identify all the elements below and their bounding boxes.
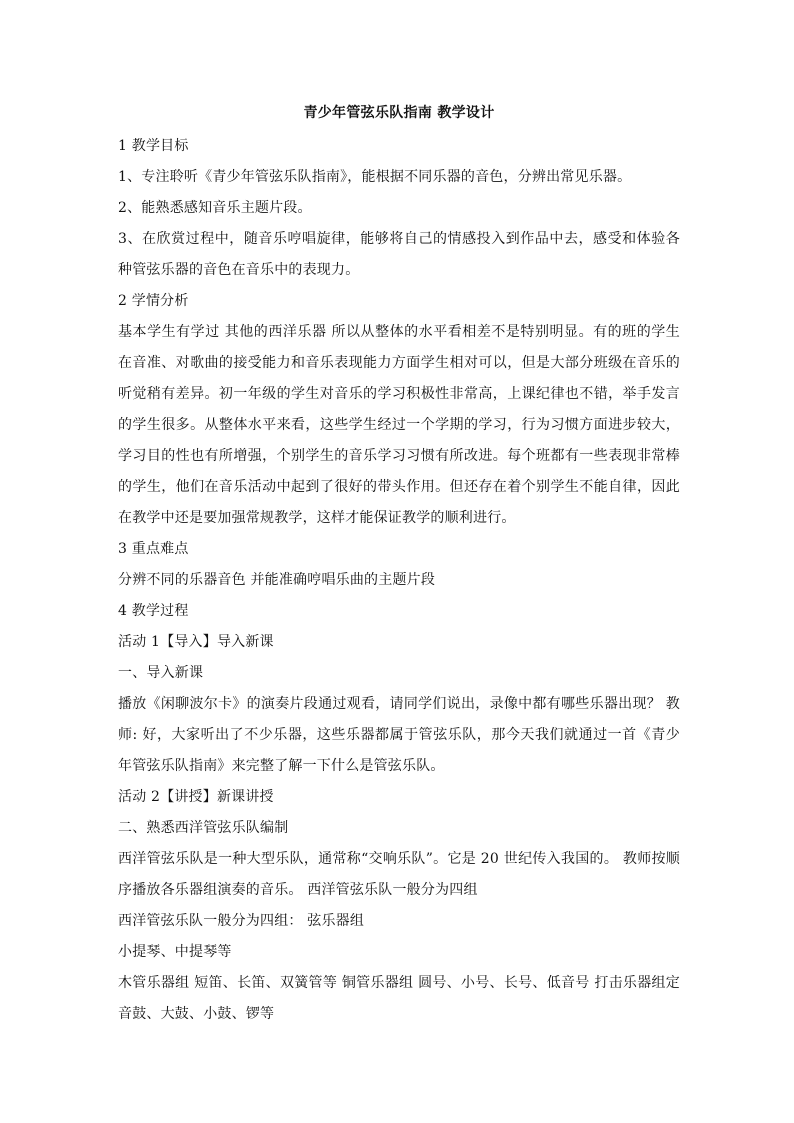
document-body (118, 101, 680, 1030)
goal-item-1: 1、专注聆听《青少年管弦乐队指南》，能根据不同乐器的音色，分辨出常见乐器。 (118, 169, 632, 185)
student-analysis-text: 基本学生有学过 其他的西洋乐器 所以从整体的水平看相差不是特别明显。有的班的学生在音准、对歌曲的接受能力和音乐表现能力方面学生相对可以，但是大部分班级在音乐的听觉稍有差异。初一年级的学生对音乐的学习积极性非常高，上课纪律也不错，举手发言的学生很多。从整体水平来看，这些学生经过一个学期的学习，行为习惯方面进步较大，学习目的性也有所增强，个别学生的音乐学习习惯有所改进。每个班都有一些表现非常棒的学生，他们在音乐活动中起到了很好的带头作用。但还存在着个别学生不能自律，因此在教学中还是要加强常规教学，这样才能保证教学的顺利进行。 (118, 324, 680, 526)
section-heading-student-analysis: 2 学情分析 (118, 293, 189, 309)
orchestra-groups-text: 西洋管弦乐队一般分为四组： 弦乐器组 (118, 913, 365, 929)
section-heading-teaching-goals: 1 教学目标 (118, 138, 189, 154)
goal-item-3: 3、在欣赏过程中，随音乐哼唱旋律，能够将自己的情感投入到作品中去，感受和体验各种管弦乐器的音色在音乐中的表现力。 (118, 231, 680, 278)
activity-1-heading: 活动 1【导入】导入新课 (118, 634, 274, 650)
section-heading-teaching-process: 4 教学过程 (118, 603, 189, 619)
key-points-text: 分辨不同的乐器音色 并能准确哼唱乐曲的主题片段 (118, 572, 436, 588)
string-instruments-text: 小提琴、中提琴等 (118, 944, 232, 960)
orchestra-intro-text: 西洋管弦乐队是一种大型乐队，通常称“交响乐队”。它是 20 世纪传入我国的。 教师按顺序播放各乐器组演奏的音乐。 西洋管弦乐队一般分为四组 (118, 851, 680, 898)
subsection-heading-introduction: 一、导入新课 (118, 665, 204, 681)
section-heading-key-points: 3 重点难点 (118, 541, 189, 557)
introduction-text: 播放《闲聊波尔卡》的演奏片段通过观看，请同学们说出，录像中都有哪些乐器出现？ 教师: 好，大家听出了不少乐器，这些乐器都属于管弦乐队，那今天我们就通过一首《青少年管弦乐队指南》来完整了解一下什么是管弦乐队。 (118, 696, 680, 774)
goal-item-2: 2、能熟悉感知音乐主题片段。 (118, 200, 312, 216)
other-instrument-groups-text: 木管乐器组 短笛、长笛、双簧管等 铜管乐器组 圆号、小号、长号、低音号 打击乐器组定音鼓、大鼓、小鼓、锣等 (118, 975, 680, 1022)
activity-2-heading: 活动 2【讲授】新课讲授 (118, 789, 274, 805)
subsection-heading-orchestra: 二、熟悉西洋管弦乐队编制 (118, 820, 289, 836)
document-title: 青少年管弦乐队指南 教学设计 (303, 105, 495, 121)
